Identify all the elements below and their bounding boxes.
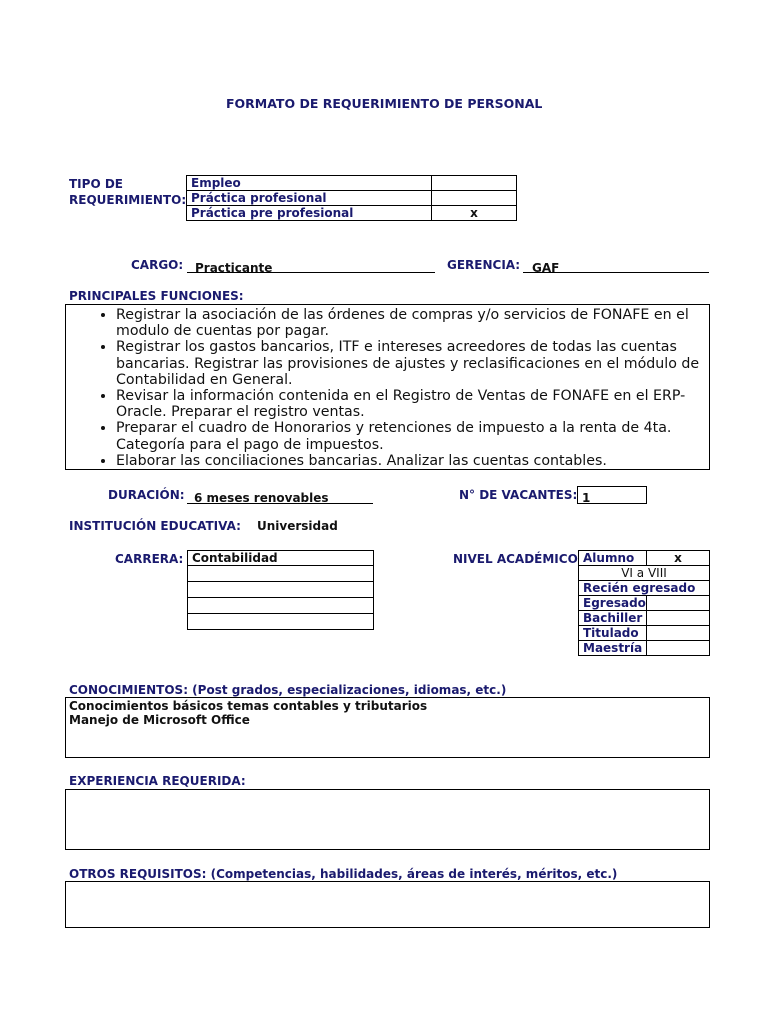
- table-row: [579, 566, 710, 581]
- nivel-label: NIVEL ACADÉMICO: [453, 552, 578, 566]
- list-item: • Preparar el cuadro de Honorarios y retenciones de impuesto a la renta de 4ta. Categoría para el pago de impuestos.: [116, 420, 709, 452]
- table-row[interactable]: [579, 551, 710, 566]
- table-row[interactable]: [579, 581, 710, 596]
- tipo-row[interactable]: [187, 176, 517, 191]
- page-title: FORMATO DE REQUERIMIENTO DE PERSONAL: [226, 96, 543, 111]
- list-item: • Registrar los gastos bancarios, ITF e intereses acreedores de todas las cuentas bancarias. Registrar las provisiones de ajustes y reclasificaciones en el módulo de Contabilidad en General.: [116, 339, 709, 388]
- table-row[interactable]: [188, 582, 374, 598]
- cargo-label: CARGO:: [131, 258, 184, 272]
- conocimientos-label: CONOCIMIENTOS: (Post grados, especializaciones, idiomas, etc.): [69, 683, 507, 697]
- nivel-option-mark[interactable]: [646, 626, 709, 641]
- cargo-value: Practicante: [195, 261, 273, 275]
- nivel-option-label: Recién egresado: [579, 581, 710, 596]
- list-item: • Registrar la asociación de las órdenes de compras y/o servicios de FONAFE en el modulo de cuentas por pagar.: [116, 307, 709, 339]
- carrera-cell[interactable]: Contabilidad: [188, 551, 374, 566]
- nivel-option-label: Egresado: [579, 596, 647, 611]
- gerencia-label: GERENCIA:: [447, 258, 521, 272]
- tipo-option-mark[interactable]: x: [432, 206, 517, 221]
- carrera-cell[interactable]: [188, 598, 374, 614]
- nivel-option-label: Bachiller: [579, 611, 647, 626]
- tipo-option-mark[interactable]: [432, 176, 517, 191]
- otros-label: OTROS REQUISITOS: (Competencias, habilidades, áreas de interés, méritos, etc.): [69, 867, 618, 881]
- nivel-option-label: Alumno: [579, 551, 647, 566]
- nivel-option-mark[interactable]: [646, 641, 709, 656]
- list-item: • Revisar la información contenida en el Registro de Ventas de FONAFE en el ERP-Oracle. Preparar el registro ventas.: [116, 388, 709, 420]
- funciones-label: PRINCIPALES FUNCIONES:: [69, 289, 244, 303]
- institucion-value: Universidad: [257, 519, 338, 533]
- gerencia-field[interactable]: [523, 257, 709, 273]
- tipo-label-line1: TIPO DE: [69, 177, 123, 191]
- tipo-option-label: Práctica profesional: [187, 191, 432, 206]
- duracion-label: DURACIÓN:: [108, 488, 185, 502]
- tipo-table: [186, 175, 517, 221]
- tipo-option-mark[interactable]: [432, 191, 517, 206]
- carrera-label: CARRERA:: [115, 552, 184, 566]
- nivel-table: [578, 550, 710, 656]
- nivel-option-label: Maestría: [579, 641, 647, 656]
- cargo-field[interactable]: [187, 257, 435, 273]
- tipo-label-line2: REQUERIMIENTO:: [69, 193, 187, 207]
- vacantes-label: N° DE VACANTES:: [459, 488, 578, 502]
- conocimientos-box[interactable]: [65, 697, 710, 758]
- experiencia-box[interactable]: [65, 789, 710, 850]
- duracion-value: 6 meses renovables: [194, 491, 329, 505]
- carrera-cell[interactable]: [188, 582, 374, 598]
- table-row[interactable]: [579, 596, 710, 611]
- carrera-cell[interactable]: [188, 614, 374, 630]
- table-row[interactable]: [579, 611, 710, 626]
- list-item: • Elaborar las conciliaciones bancarias. Analizar las cuentas contables.: [116, 453, 709, 469]
- conocimientos-line: Conocimientos básicos temas contables y tributarios: [69, 699, 428, 713]
- experiencia-label: EXPERIENCIA REQUERIDA:: [69, 774, 246, 788]
- duracion-field[interactable]: [187, 487, 373, 504]
- table-row[interactable]: [188, 551, 374, 566]
- gerencia-value: GAF: [532, 261, 560, 275]
- table-row[interactable]: [188, 598, 374, 614]
- nivel-option-mark[interactable]: [646, 596, 709, 611]
- table-row[interactable]: [579, 626, 710, 641]
- table-row[interactable]: [579, 641, 710, 656]
- table-row[interactable]: [188, 614, 374, 630]
- institucion-label: INSTITUCIÓN EDUCATIVA:: [69, 519, 241, 533]
- vacantes-field[interactable]: [577, 486, 647, 504]
- conocimientos-line: Manejo de Microsoft Office: [69, 713, 250, 727]
- carrera-cell[interactable]: [188, 566, 374, 582]
- nivel-ciclo: VI a VIII: [579, 566, 710, 581]
- nivel-option-mark[interactable]: [646, 611, 709, 626]
- nivel-option-mark[interactable]: x: [646, 551, 709, 566]
- tipo-row[interactable]: [187, 206, 517, 221]
- otros-box[interactable]: [65, 881, 710, 928]
- carrera-table: [187, 550, 374, 630]
- tipo-option-label: Práctica pre profesional: [187, 206, 432, 221]
- tipo-option-label: Empleo: [187, 176, 432, 191]
- table-row[interactable]: [188, 566, 374, 582]
- tipo-row[interactable]: [187, 191, 517, 206]
- funciones-list: [66, 307, 709, 469]
- nivel-option-label: Titulado: [579, 626, 647, 641]
- vacantes-value: 1: [582, 491, 591, 505]
- funciones-box[interactable]: [65, 304, 710, 470]
